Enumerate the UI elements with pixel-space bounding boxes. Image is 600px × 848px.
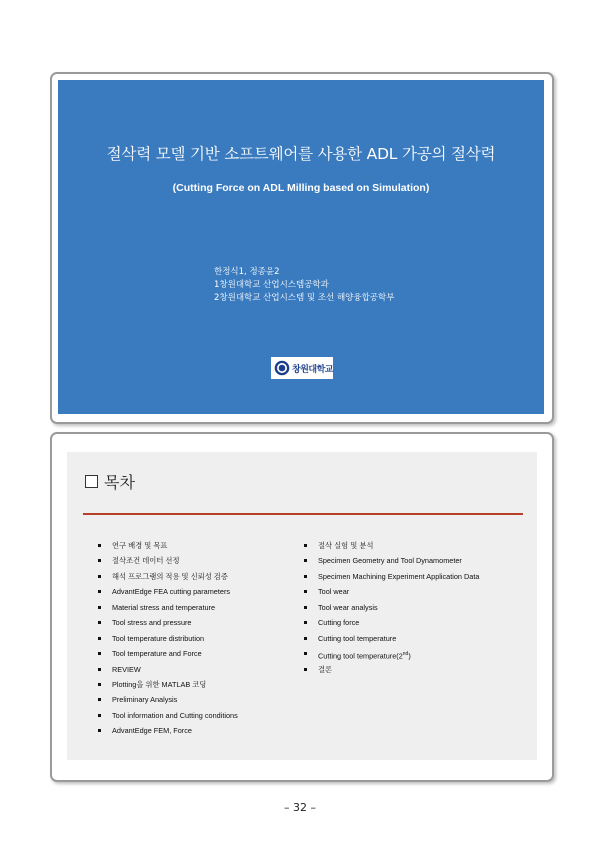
list-item: 결론 <box>304 665 479 680</box>
title-slide <box>50 72 554 424</box>
logo-text: 창원대학교 <box>292 364 333 375</box>
author-names: 한정식1, 정종윤2 <box>214 267 280 277</box>
contents-heading <box>85 470 135 493</box>
heading-divider <box>83 513 523 515</box>
list-item: Cutting tool temperature(2nd) <box>304 649 479 664</box>
author-block <box>214 266 394 305</box>
contents-panel <box>67 452 537 760</box>
contents-list-right <box>304 541 479 680</box>
list-item: Tool wear analysis <box>304 603 479 618</box>
university-emblem-icon <box>274 360 290 376</box>
contents-heading-text: 목차 <box>104 473 135 492</box>
list-item: 해석 프로그램의 적용 및 신뢰성 검증 <box>98 572 238 587</box>
list-item: Tool wear <box>304 587 479 602</box>
list-item: 연구 배경 및 목표 <box>98 541 238 556</box>
list-item: Cutting tool temperature <box>304 634 479 649</box>
list-item: Cutting force <box>304 618 479 633</box>
list-item: Specimen Geometry and Tool Dynamometer <box>304 556 479 571</box>
list-item: 절삭 실험 및 분석 <box>304 541 479 556</box>
contents-list-left <box>98 541 238 742</box>
checkbox-icon <box>85 475 98 488</box>
list-item: 절삭조건 데이터 선정 <box>98 556 238 571</box>
affiliation-2: 2창원대학교 산업시스템 및 조선 해양융합공학부 <box>214 293 395 303</box>
list-item: AdvantEdge FEM, Force <box>98 726 238 741</box>
list-item: Specimen Machining Experiment Application Data <box>304 572 479 587</box>
list-item: Material stress and temperature <box>98 603 238 618</box>
slide-title: 절삭력 모델 기반 소프트웨어를 사용한 ADL 가공의 절삭력 <box>106 145 496 163</box>
page-number: – 32 – <box>284 801 316 814</box>
list-item: Tool stress and pressure <box>98 618 238 633</box>
title-slide-background <box>58 80 544 414</box>
list-item: AdvantEdge FEA cutting parameters <box>98 587 238 602</box>
list-item: Tool information and Cutting conditions <box>98 711 238 726</box>
affiliation-1: 1창원대학교 산업시스템공학과 <box>214 280 329 290</box>
list-item: Plotting을 위한 MATLAB 코딩 <box>98 680 238 695</box>
contents-slide <box>50 432 554 782</box>
list-item: REVIEW <box>98 665 238 680</box>
list-item: Tool temperature distribution <box>98 634 238 649</box>
university-logo <box>271 357 333 379</box>
slide-subtitle: (Cutting Force on ADL Milling based on Simulation) <box>172 182 430 194</box>
list-item: Tool temperature and Force <box>98 649 238 664</box>
list-item: Preliminary Analysis <box>98 695 238 710</box>
